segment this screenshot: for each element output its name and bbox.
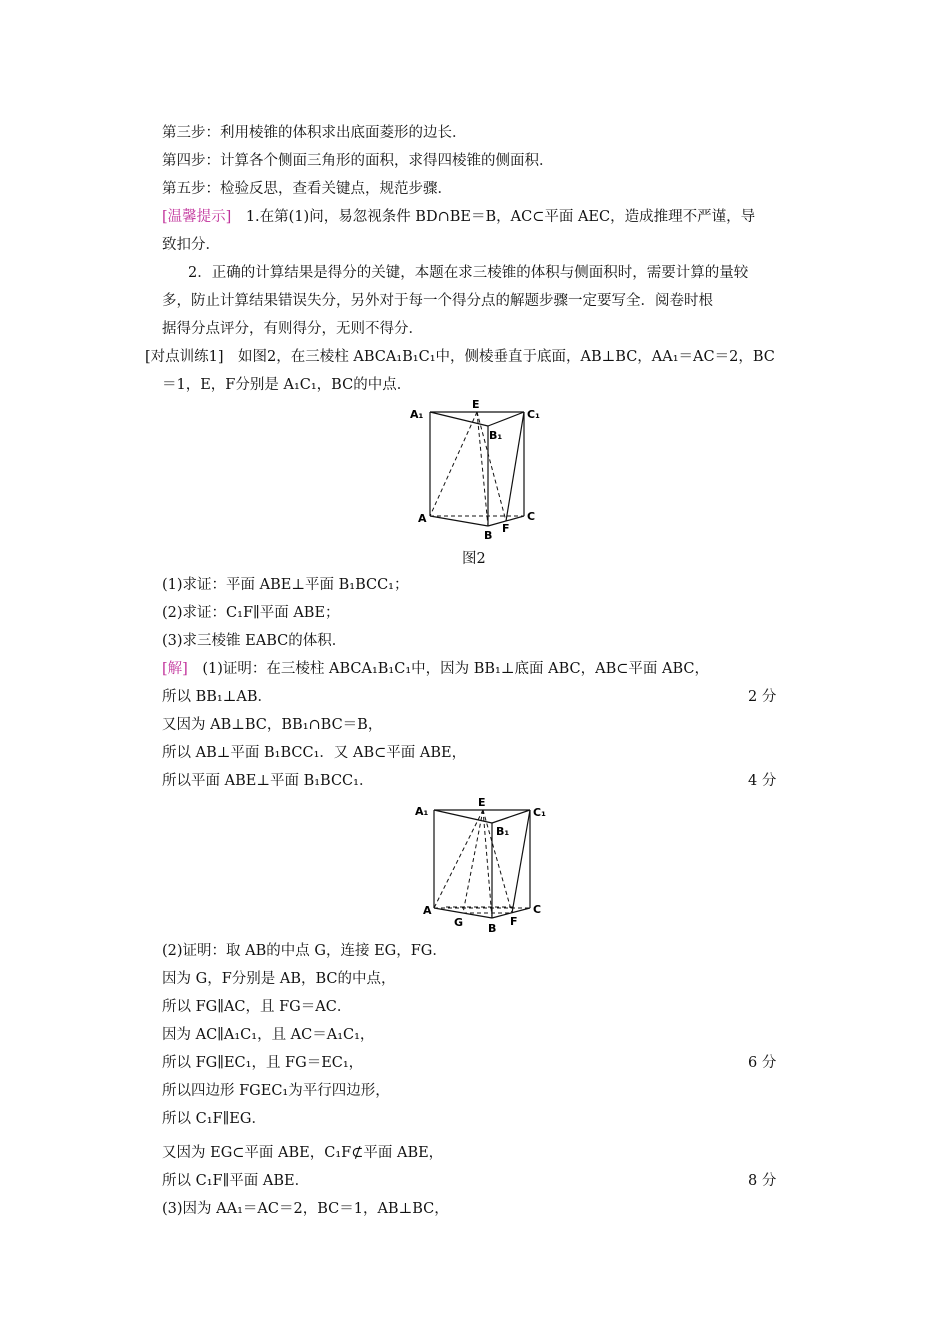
fig1-label-b1: B₁ [489,429,503,442]
tip-para2-line2: 多，防止计算结果错误失分，另外对于每一个得分点的解题步骤一定要写全．阅卷时根 [162,293,713,309]
figure-1-caption: 图2 [462,551,486,567]
fig1-label-f: F [502,522,510,535]
step-5: 第五步：检验反思，查看关键点，规范步骤． [162,181,452,197]
fig1-label-b: B [484,529,493,542]
fig1-label-a1: A₁ [410,408,424,421]
solution-p2-line9: 所以 C₁F∥平面 ABE． [162,1173,310,1189]
solution-p2-line3: 所以 FG∥AC，且 FG＝AC． [162,999,352,1015]
step-3: 第三步：利用棱锥的体积求出底面菱形的边长． [162,125,467,141]
fig1-label-c: C [527,510,536,523]
fig1-label-a: A [418,512,427,525]
fig2-label-f: F [510,915,518,928]
solution-p2-line2: 因为 G，F分别是 AB，BC的中点， [162,971,396,987]
fig2-label-g: G [454,916,464,929]
fig1-label-e: E [472,398,480,411]
figure-1 [400,398,550,544]
fig2-label-b: B [488,922,497,935]
fig2-label-a: A [423,904,432,917]
tip-text-1: 1.在第(1)问，易忽视条件 BD∩BE＝B，AC⊂平面 AEC，造成推理不严谨，导 [231,209,756,225]
step-4: 第四步：计算各个侧面三角形的面积，求得四棱锥的侧面积． [162,153,554,169]
question-2: (2)求证：C₁F∥平面 ABE； [162,605,340,621]
score-4: 4 分 [748,773,777,789]
solution-p2-line4: 因为 AC∥A₁C₁，且 AC＝A₁C₁， [162,1027,375,1043]
exercise-line-1: [对点训练1] 如图2，在三棱柱 ABCA₁B₁C₁中，侧棱垂直于底面，AB⊥BC，AA₁＝AC＝2，BC [145,349,775,365]
fig2-label-a1: A₁ [415,805,429,818]
tip-line-1 [162,207,755,227]
solution-p1-text: (1)证明：在三棱柱 ABCA₁B₁C₁中，因为 BB₁⊥底面 ABC，AB⊂平面 ABC， [187,661,709,677]
solution-label: [解] [162,661,188,677]
score-2: 2 分 [748,689,777,705]
tip-para2-line1: 2．正确的计算结果是得分的关键，本题在求三棱锥的体积与侧面积时，需要计算的量较 [188,265,749,281]
solution-p2-line1: (2)证明：取 AB的中点 G，连接 EG，FG． [162,943,447,959]
fig2-label-c1: C₁ [533,806,546,819]
solution-p3-line1: (3)因为 AA₁＝AC＝2，BC＝1，AB⊥BC， [162,1201,449,1217]
question-3: (3)求三棱锥 EABC的体积． [162,633,347,649]
tip-label: [温馨提示] [162,209,232,225]
solution-p1-line5: 所以平面 ABE⊥平面 B₁BCC₁． [162,773,374,789]
solution-p2-line7: 所以 C₁F∥EG． [162,1111,266,1127]
solution-p1-line1 [162,659,709,679]
question-1: (1)求证：平面 ABE⊥平面 B₁BCC₁； [162,577,409,593]
fig1-label-c1: C₁ [527,408,540,421]
exercise-line-2: ＝1，E，F分别是 A₁C₁，BC的中点． [162,377,412,393]
tip-line-2: 致扣分． [162,237,220,253]
score-6: 6 分 [748,1055,777,1071]
solution-p1-line4: 所以 AB⊥平面 B₁BCC₁．又 AB⊂平面 ABE， [162,745,467,761]
solution-p2-line6: 所以四边形 FGEC₁为平行四边形， [162,1083,390,1099]
score-8: 8 分 [748,1173,777,1189]
solution-p1-line2: 所以 BB₁⊥AB． [162,689,272,705]
tip-para2-line3: 据得分点评分，有则得分，无则不得分． [162,321,423,337]
solution-p1-line3: 又因为 AB⊥BC，BB₁∩BC＝B， [162,717,383,733]
solution-p2-line8: 又因为 EG⊂平面 ABE，C₁F⊄平面 ABE， [162,1145,444,1161]
fig2-label-e: E [478,796,486,809]
fig2-label-c: C [533,903,542,916]
fig2-label-b1: B₁ [496,825,510,838]
figure-2 [406,796,556,938]
solution-p2-line5: 所以 FG∥EC₁，且 FG＝EC₁， [162,1055,364,1071]
